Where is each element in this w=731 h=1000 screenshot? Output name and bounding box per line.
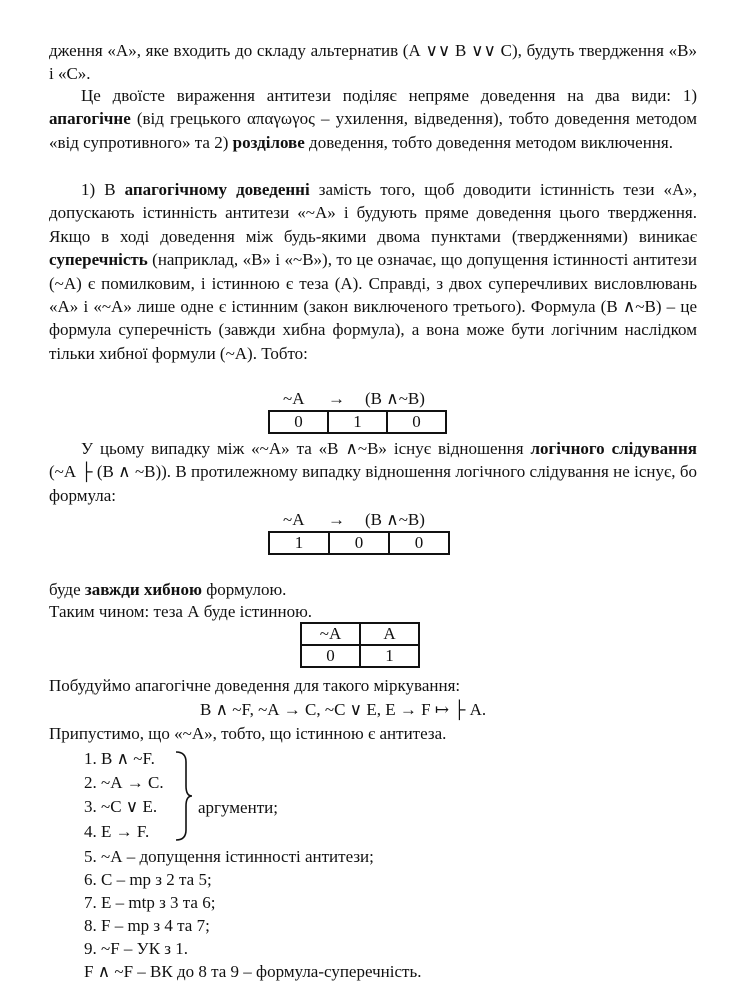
paragraph-conclusion: Таким чином: теза А буде істинною. (49, 602, 313, 621)
proof-step-2: 2. ~А → С. (84, 773, 164, 792)
proof-step-3: 3. ~С ∨ Е. (84, 797, 158, 816)
formula-reasoning: В ∧ ~F, ~А → С, ~С ∨ Е, Е → F ↦ ├ А. (200, 700, 487, 719)
proof-step-1: 1. В ∧ ~F. (84, 749, 155, 768)
term-apagogic: апагогічне (49, 109, 131, 129)
truth-table-1 (268, 410, 447, 434)
term-always-false: завжди хибною (84, 580, 202, 599)
proof-step-6: 6. С – mp з 2 та 5; (84, 870, 212, 889)
proof-step-7: 7. Е – mtp з 3 та 6; (84, 893, 216, 912)
table3-header-cell: А (360, 623, 419, 645)
table3-cell: 1 (360, 645, 419, 667)
term-logical-consequence: логічного слідування (530, 439, 697, 458)
table1-cell: 0 (387, 411, 446, 433)
table2-cell: 0 (329, 532, 389, 554)
paragraph-always-false: буде завжди хибною формулою. (49, 580, 287, 599)
table3-cell: 0 (301, 645, 360, 667)
table1-cell: 1 (328, 411, 387, 433)
curly-brace-icon (172, 750, 194, 842)
paragraph-logical-consequence: У цьому випадку між «~А» та «В ∧~В» існує відношення логічного слідування (~А ├ (В ∧ ~В)). В протилежному випадку відношення логічного слідування не існує, бо формула: (49, 439, 697, 505)
proof-step-5: 5. ~А – допущення істинності антитези; (84, 847, 374, 866)
paragraph-apagogic-proof: 1) В апагогічному доведенні замість того, щоб доводити істинність тези «А», допускають істинність антитези «~А» і будують пряме доведення цього твердження. Якщо в ході доведення між будь-якими двома пунктами (твердженнями) виникає суперечність (наприклад, «В» і «~В»), то це означає, що допущення істинності антитези (~А) є помилковим, і істинною є теза (А). Справді, з двох суперечливих висловлювань «А» і «~А» лише одне є істинним (закон виключеного третього). Формула (В ∧~В) – це формула суперечність (завжди хибна формула), а вона може бути логічним наслідком тільки хибної формули (~А). Тобто: (49, 180, 697, 363)
proof-step-4: 4. Е → F. (84, 822, 150, 841)
table3-header-cell: ~А (301, 623, 360, 645)
table1-cell: 0 (269, 411, 328, 433)
term-apagogic-proof: апагогічному доведенні (124, 180, 310, 199)
paragraph-continuation: дження «А», яке входить до складу альтернатив (А ∨∨ В ∨∨ С), будуть твердження «В» і «С». (49, 41, 697, 84)
proof-step-10: F ∧ ~F – ВК до 8 та 9 – формула-суперечність. (84, 962, 422, 981)
proof-step-8: 8. F – mp з 4 та 7; (84, 916, 210, 935)
document-page: дження «А», яке входить до складу альтернатив (А ∨∨ В ∨∨ С), будуть твердження «В» і «С». Це двоїсте вираження антитези поділяє непряме доведення на два види: 1) апагогічне (від грецького απαγωγος – ухилення, відведення), тобто доведення методом «від супротивного» та 2) розділове доведення, тобто доведення методом виключення. 1) В апагогічному доведенні замість того, щоб доводити істинність тези «А», допускають істинність антитези «~А» і будують пряме доведення цього твердження. Якщо в ході доведення між будь-якими двома пунктами (твердженнями) виникає суперечність (наприклад, «В» і «~В»), то це означає, що допущення істинності антитези (~А) є помилковим, і істинною є теза (А). Справді, з двох суперечливих висловлювань «А» і «~А» лише одне є істинним (закон виключеного третього). Формула (В ∧~В) – це формула суперечність (завжди хибна формула), а вона може бути логічним наслідком тільки хибної формули (~А). Тобто: ~А → (В ∧~В) 0 1 0 У цьому випадку між «~А» та «В ∧~В» існує відношення логічного слідування (~А ├ (В ∧ ~В)). В протилежному випадку відношення логічного слідування не існує, бо формула: ~А → (В ∧~В) 1 0 0 буде завжди хибною формулою. Таким чином: теза А буде істинною. ~А А 0 1 Побудуймо апагогічне доведення для такого міркування: В ∧ ~F, ~А → С, ~С ∨ Е, Е → F ↦ ├ А. Припустимо, що «~А», тобто, що істинною є антитеза. 1. В ∧ ~F. 2. ~А → С. 3. ~С ∨ Е. 4. Е → F. аргументи; 5. ~А – допущення істинності антитези; 6. С – mp з 2 та 5; 7. Е – mtp з 3 та 6; 8. F – mp з 4 та 7; 9. ~F – УК з 1. F ∧ ~F – ВК до 8 та 9 – формула-суперечність. (49, 41, 697, 981)
paragraph-proof-types: Це двоїсте вираження антитези поділяє непряме доведення на два види: 1) апагогічне (від грецького απαγωγος – ухилення, відведення), тобто доведення методом «від супротивного» та 2) розділове доведення, тобто доведення методом виключення. (49, 86, 697, 152)
paragraph-assumption: Припустимо, що «~А», тобто, що істинною є антитеза. (49, 724, 447, 743)
term-divisive: розділове (232, 132, 305, 152)
table2-cell: 1 (269, 532, 329, 554)
term-contradiction: суперечність (49, 250, 148, 270)
table2-cell: 0 (389, 532, 449, 554)
paragraph-build-proof: Побудуймо апагогічне доведення для такого міркування: (49, 676, 461, 695)
truth-table-2 (268, 531, 450, 555)
proof-step-9: 9. ~F – УК з 1. (84, 939, 188, 958)
truth-table-3 (300, 622, 420, 668)
brace-label: аргументи; (198, 798, 278, 817)
